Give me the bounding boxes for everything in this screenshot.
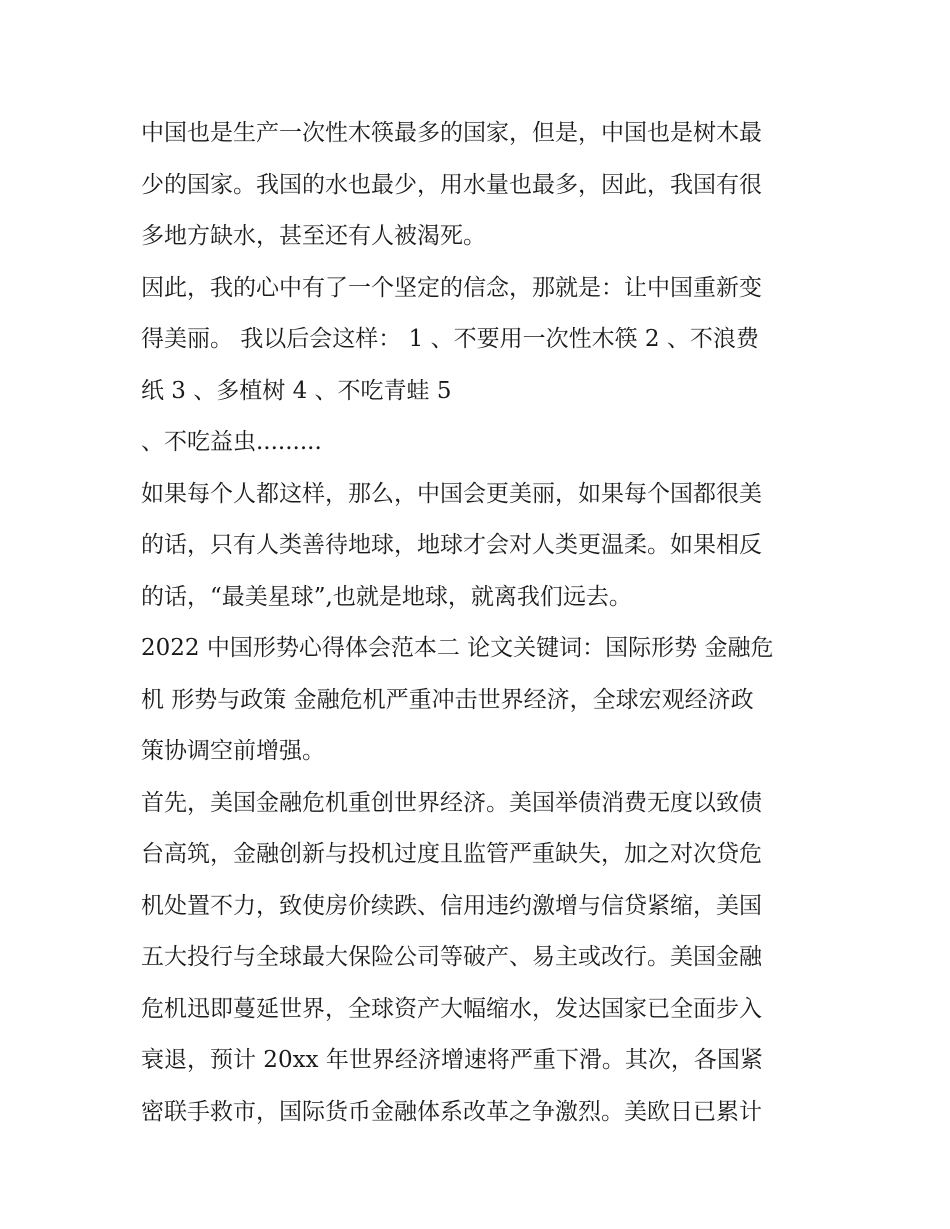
text-line: 密联手救市，国际货币金融体系改革之争激烈。美欧日已累计	[141, 1098, 762, 1125]
text-line: 、不吃益虫.........	[141, 429, 322, 455]
text-line: 衰退，预计 20xx 年世界经济增速将严重下滑。其次，各国紧	[141, 1047, 763, 1073]
text-line: 的话，“最美星球”,也就是地球，就离我们远去。	[141, 583, 632, 610]
text-line: 多地方缺水，甚至还有人被渴死。	[141, 223, 486, 249]
document-body	[141, 108, 821, 1138]
text-line: 因此，我的心中有了一个坚定的信念，那就是：让中国重新变	[141, 274, 762, 301]
text-line: 台高筑，金融创新与投机过度且监管严重缺失，加之对次贷危	[141, 841, 762, 867]
text-line: 机 形势与政策 金融危机严重冲击世界经济，全球宏观经济政	[141, 686, 754, 713]
text-line: 的话，只有人类善待地球，地球才会对人类更温柔。如果相反	[141, 532, 762, 558]
text-line: 机处置不力，致使房价续跌、信用违约激增与信贷紧缩，美国	[141, 892, 762, 919]
text-line: 策协调空前增强。	[141, 738, 325, 764]
text-line: 首先，美国金融危机重创世界经济。美国举债消费无度以致债	[141, 789, 762, 816]
text-line: 中国也是生产一次性木筷最多的国家，但是，中国也是树木最	[141, 120, 762, 146]
text-line: 少的国家。我国的水也最少，用水量也最多，因此，我国有很	[141, 171, 762, 198]
text-line: 五大投行与全球最大保险公司等破产、易主或改行。美国金融	[141, 944, 762, 970]
text-line: 危机迅即蔓延世界，全球资产大幅缩水，发达国家已全面步入	[141, 995, 762, 1022]
text-line: 如果每个人都这样，那么，中国会更美丽，如果每个国都很美	[141, 480, 762, 507]
text-line: 2022 中国形势心得体会范本二 论文关键词：国际形势 金融危	[141, 635, 774, 661]
text-line: 得美丽。 我以后会这样： 1 、不要用一次性木筷 2 、不浪费	[141, 326, 759, 352]
text-line: 纸 3 、多植树 4 、不吃青蛙 5	[141, 377, 452, 404]
